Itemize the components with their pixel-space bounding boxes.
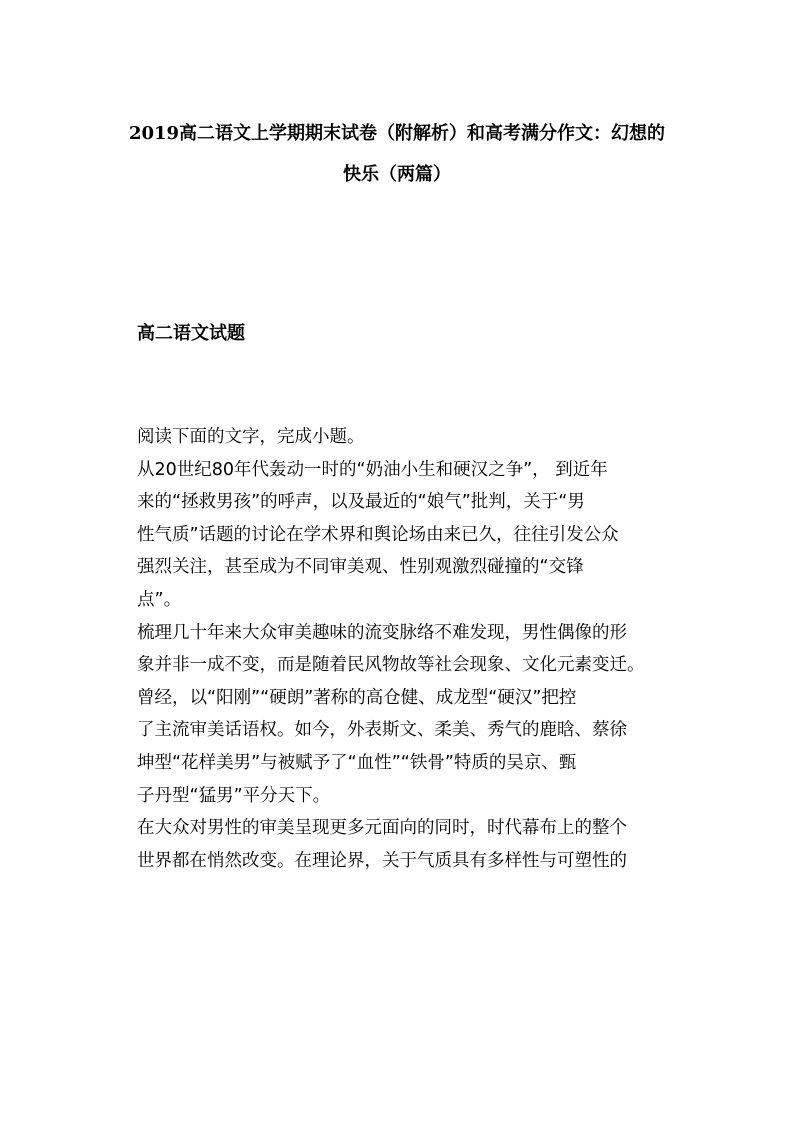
body-line: 曾经，以“阳刚”“硬朗”著称的高仓健、成龙型“硬汉”把控 (137, 687, 577, 708)
body-text (137, 421, 659, 877)
body-line: 子丹型“猛男”平分天下。 (137, 785, 331, 806)
body-line: 在大众对男性的审美呈现更多元面向的同时，时代幕布上的整个 (137, 818, 627, 839)
body-line: 象并非一成不变，而是随着民风物故等社会现象、文化元素变迁。 (137, 655, 645, 676)
body-line: 从20世纪80年代轰动一时的“奶油小生和硬汉之争”， 到近年 (137, 459, 608, 480)
body-line: 点”。 (137, 589, 182, 610)
document-title-line-2: 快乐（两篇） (343, 164, 451, 185)
body-line: 来的“拯救男孩”的呼声，以及最近的“娘气”批判，关于“男 (137, 492, 585, 513)
body-line: 坤型“花样美男”与被赋予了“血性”“铁骨”特质的吴京、甄 (137, 752, 577, 773)
section-heading: 高二语文试题 (137, 323, 245, 344)
body-line: 世界都在悄然改变。在理论界，关于气质具有多样性与可塑性的 (137, 850, 627, 871)
body-line: 梳理几十年来大众审美趣味的流变脉络不难发现，男性偶像的形 (137, 622, 627, 643)
body-line: 强烈关注，甚至成为不同审美观、性别观激烈碰撞的“交锋 (137, 557, 584, 578)
body-line: 了主流审美话语权。如今，外表斯文、柔美、秀气的鹿晗、蔡徐 (137, 720, 627, 741)
body-line: 性气质”话题的讨论在学术界和舆论场由来已久，往往引发公众 (137, 524, 619, 545)
document-title-line-1: 2019高二语文上学期期末试卷（附解析）和高考满分作文：幻想的 (128, 123, 666, 144)
body-line: 阅读下面的文字，完成小题。 (137, 427, 365, 447)
